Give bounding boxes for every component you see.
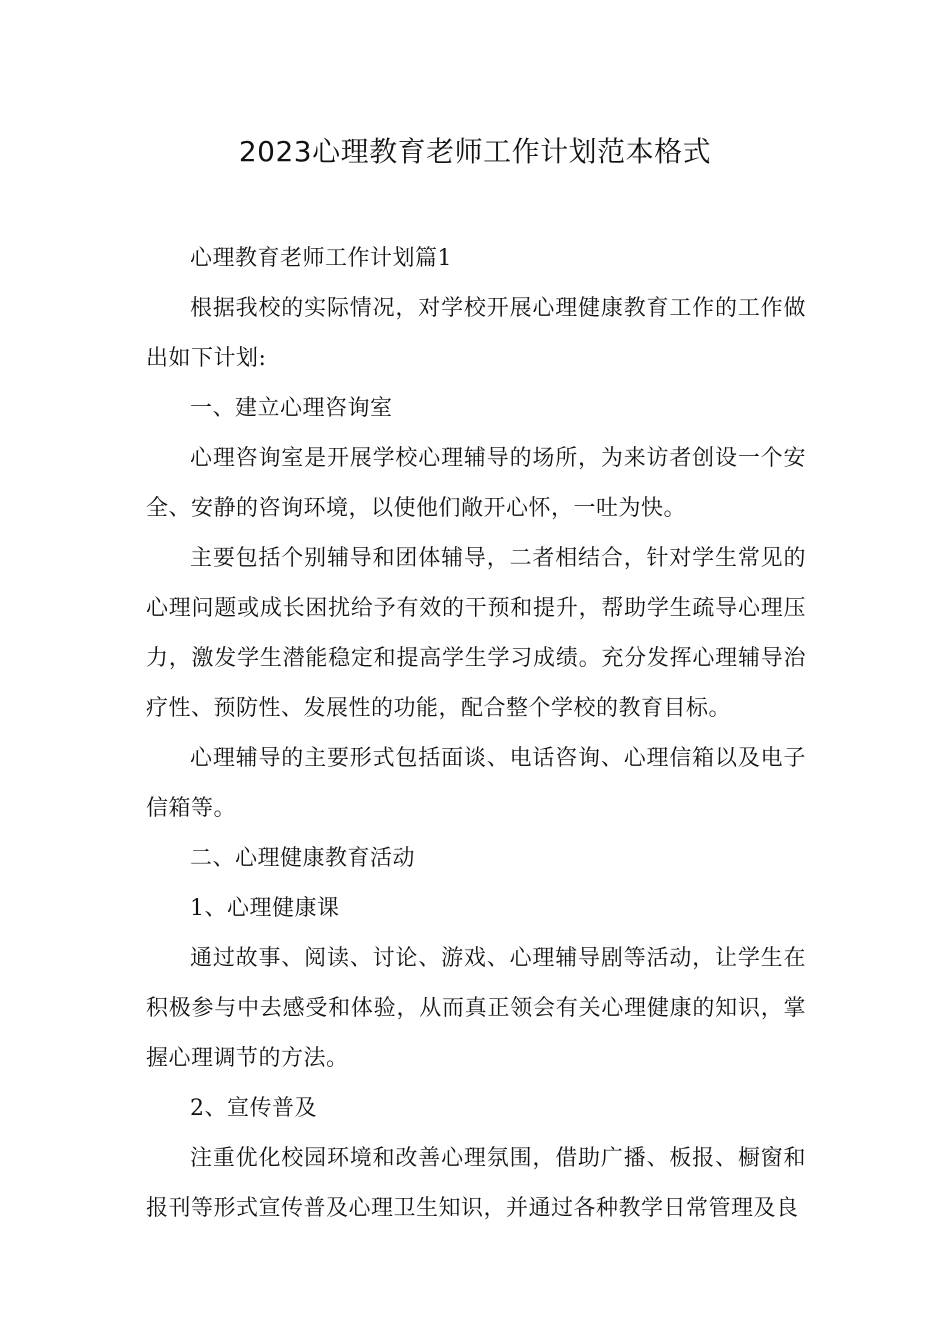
document-body xyxy=(146,234,806,1234)
document-title: 2023心理教育老师工作计划范本格式 xyxy=(238,135,712,168)
body-paragraph: 通过故事、阅读、讨论、游戏、心理辅导剧等活动，让学生在积极参与中去感受和体验，从而真正领会有关心理健康的知识，掌握心理调节的方法。 xyxy=(146,946,806,1071)
body-paragraph: 心理咨询室是开展学校心理辅导的场所，为来访者创设一个安全、安静的咨询环境，以使他们敞开心怀，一吐为快。 xyxy=(146,446,806,521)
body-paragraph: 心理辅导的主要形式包括面谈、电话咨询、心理信箱以及电子信箱等。 xyxy=(146,746,806,821)
section-heading: 二、心理健康教育活动 xyxy=(190,846,416,871)
body-paragraph: 注重优化校园环境和改善心理氛围，借助广播、板报、橱窗和报刊等形式宣传普及心理卫生知识，并通过各种教学日常管理及良 xyxy=(146,1146,806,1221)
section-heading: 一、建立心理咨询室 xyxy=(190,396,393,421)
body-paragraph: 主要包括个别辅导和团体辅导，二者相结合，针对学生常见的心理问题或成长困扰给予有效的干预和提升，帮助学生疏导心理压力，激发学生潜能稳定和提高学生学习成绩。充分发挥心理辅导治疗性、预防性、发展性的功能，配合整个学校的教育目标。 xyxy=(146,546,806,721)
body-paragraph: 根据我校的实际情况，对学校开展心理健康教育工作的工作做出如下计划: xyxy=(146,296,806,371)
section-heading: 心理教育老师工作计划篇1 xyxy=(190,246,452,271)
subsection-heading: 2、宣传普及 xyxy=(190,1096,317,1121)
subsection-heading: 1、心理健康课 xyxy=(190,896,340,921)
